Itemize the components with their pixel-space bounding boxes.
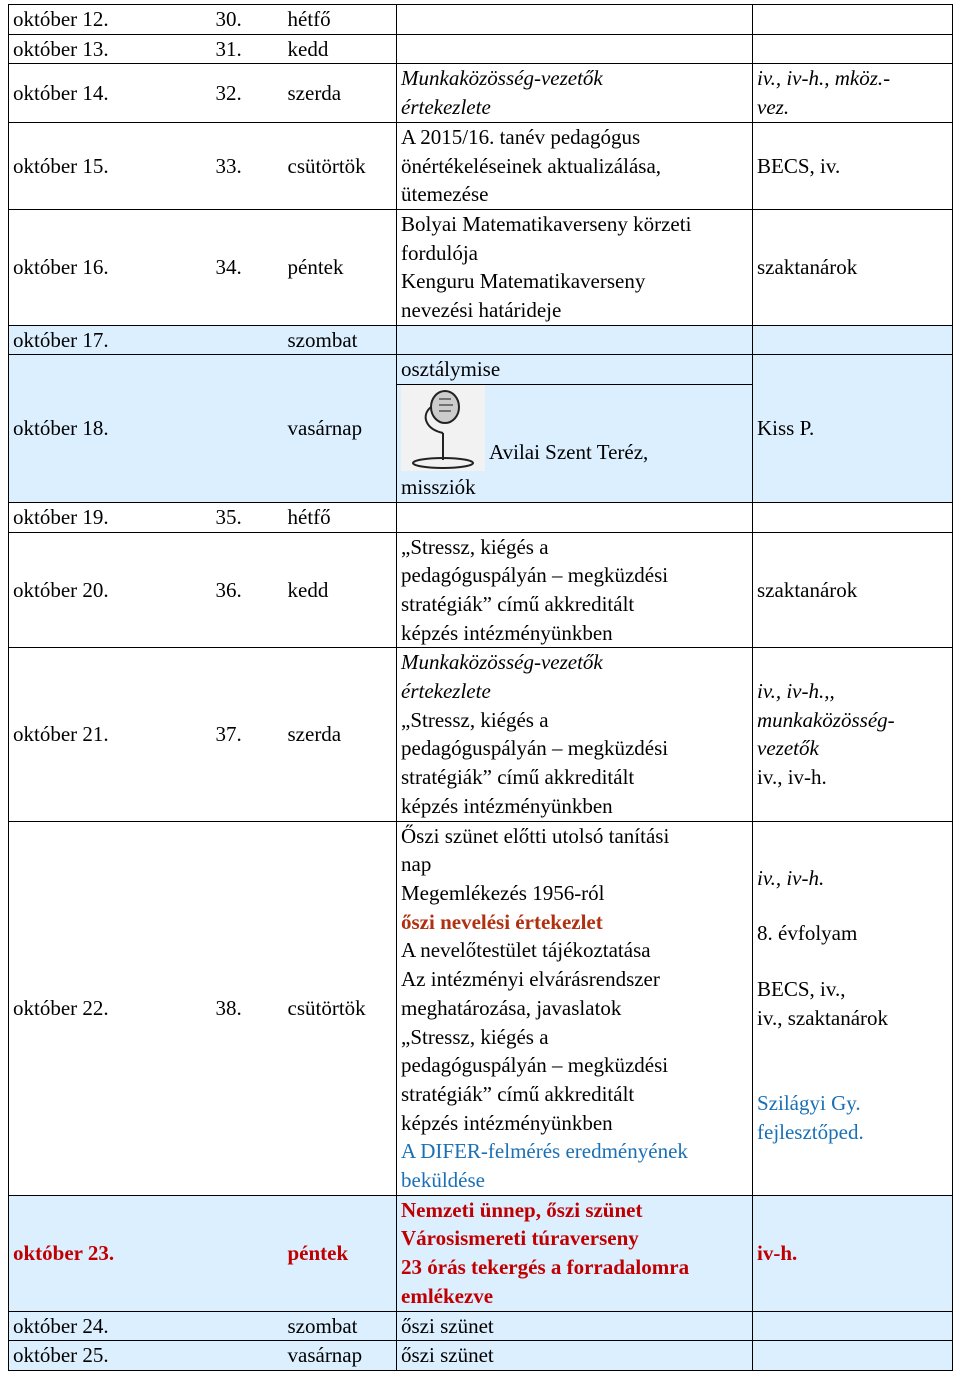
event-line: „Stressz, kiégés a: [401, 1024, 549, 1049]
weekday-cell: csütörtök: [284, 122, 397, 209]
saint-portrait-icon: [401, 385, 485, 471]
event-cell: [397, 821, 753, 1195]
week-number-cell: 32.: [212, 64, 284, 122]
weekday-cell: szombat: [284, 325, 397, 355]
weekday-cell: csütörtök: [284, 821, 397, 1195]
responsible-line: vez.: [757, 95, 790, 120]
event-cell: [397, 34, 753, 64]
week-number-cell: 37.: [212, 648, 284, 821]
responsible-line: iv., iv-h.: [757, 865, 825, 890]
date-cell: október 15.: [9, 122, 212, 209]
event-line: stratégiák” című akkreditált: [401, 765, 635, 790]
week-number-cell: 35.: [212, 502, 284, 532]
event-line: stratégiák” című akkreditált: [401, 591, 635, 616]
event-cell: [397, 209, 753, 325]
table-row: [9, 648, 953, 821]
event-line: „Stressz, kiégés a: [401, 534, 549, 559]
event-line: emlékezve: [401, 1283, 494, 1308]
responsible-cell: [753, 5, 953, 35]
saint-portrait-svg: [401, 385, 485, 471]
week-number-cell: [212, 1341, 284, 1371]
responsible-line: fejlesztőped.: [757, 1120, 864, 1145]
picture-caption-text: Avilai Szent Teréz,: [489, 440, 649, 465]
week-number-cell: [212, 1195, 284, 1311]
responsible-cell: [753, 209, 953, 325]
responsible-cell: [753, 355, 953, 502]
weekday-cell: hétfő: [284, 502, 397, 532]
weekday-cell: szerda: [284, 64, 397, 122]
event-line: Kenguru Matematikaverseny: [401, 269, 646, 294]
weekday-cell: szombat: [284, 1311, 397, 1341]
responsible-cell: [753, 1341, 953, 1371]
date-cell: október 23.: [9, 1195, 212, 1311]
table-row: [9, 325, 953, 355]
table-row: [9, 532, 953, 648]
weekday-cell: hétfő: [284, 5, 397, 35]
event-line: Munkaközösség-vezetők: [401, 650, 603, 675]
responsible-cell: [753, 821, 953, 1195]
event-line: Munkaközösség-vezetők: [401, 66, 603, 91]
event-line: „Stressz, kiégés a: [401, 707, 549, 732]
schedule-table: [8, 4, 953, 1371]
date-cell: október 16.: [9, 209, 212, 325]
responsible-line: Kiss P.: [757, 416, 815, 441]
event-line: Nemzeti ünnep, őszi szünet: [401, 1197, 643, 1222]
week-number-cell: 34.: [212, 209, 284, 325]
event-cell: [397, 532, 753, 648]
week-number-cell: [212, 1311, 284, 1341]
weekday-cell: vasárnap: [284, 1341, 397, 1371]
event-cell: [397, 5, 753, 35]
event-line: képzés intézményünkben: [401, 620, 613, 645]
responsible-line: iv., szaktanárok: [757, 1005, 889, 1030]
week-number-cell: 38.: [212, 821, 284, 1195]
responsible-cell: [753, 34, 953, 64]
responsible-line: munkaközösség-: [757, 707, 895, 732]
date-cell: október 22.: [9, 821, 212, 1195]
responsible-cell: [753, 1195, 953, 1311]
responsible-line: iv., iv-h.,,: [757, 679, 835, 704]
table-row: [9, 5, 953, 35]
responsible-line: iv., iv-h.: [757, 765, 827, 790]
event-line: missziók: [401, 475, 476, 500]
event-cell: [397, 1195, 753, 1311]
responsible-cell: [753, 1311, 953, 1341]
event-line: értekezlete: [401, 95, 491, 120]
event-line: őszi szünet: [401, 1313, 494, 1338]
date-cell: október 24.: [9, 1311, 212, 1341]
event-line: Megemlékezés 1956-ról: [401, 880, 605, 905]
responsible-line: vezetők: [757, 736, 819, 761]
week-number-cell: [212, 325, 284, 355]
event-line: nap: [401, 852, 432, 877]
event-line: stratégiák” című akkreditált: [401, 1081, 635, 1106]
table-row: [9, 122, 953, 209]
responsible-cell: [753, 64, 953, 122]
responsible-cell: [753, 532, 953, 648]
weekday-cell: kedd: [284, 34, 397, 64]
responsible-cell: [753, 648, 953, 821]
event-line: képzés intézményünkben: [401, 793, 613, 818]
event-line: önértékeléseinek aktualizálása,: [401, 153, 662, 178]
table-row: [9, 502, 953, 532]
responsible-cell: [753, 122, 953, 209]
week-number-cell: 31.: [212, 34, 284, 64]
event-line: 23 órás tekergés a forradalomra: [401, 1255, 690, 1280]
event-cell: [397, 1341, 753, 1371]
date-cell: október 14.: [9, 64, 212, 122]
responsible-line: iv-h.: [757, 1240, 798, 1265]
table-row: [9, 1195, 953, 1311]
week-number-cell: [212, 355, 284, 502]
date-cell: október 25.: [9, 1341, 212, 1371]
date-cell: október 21.: [9, 648, 212, 821]
event-line: őszi nevelési értekezlet: [401, 909, 603, 934]
responsible-line: BECS, iv.,: [757, 976, 846, 1001]
event-line: A nevelőtestület tájékoztatása: [401, 938, 651, 963]
event-line: képzés intézményünkben: [401, 1110, 613, 1135]
responsible-line: iv., iv-h., mköz.-: [757, 66, 891, 91]
responsible-line: szaktanárok: [757, 254, 858, 279]
event-line: A 2015/16. tanév pedagógus: [401, 124, 641, 149]
responsible-cell: [753, 502, 953, 532]
event-line: A DIFER-felmérés eredményének: [401, 1139, 688, 1164]
weekday-cell: kedd: [284, 532, 397, 648]
table-row: [9, 64, 953, 122]
responsible-line: szaktanárok: [757, 577, 858, 602]
event-line: pedagóguspályán – megküzdési: [401, 1053, 669, 1078]
date-cell: október 19.: [9, 502, 212, 532]
picture-block: [401, 385, 752, 473]
table-row: [9, 209, 953, 325]
date-cell: október 12.: [9, 5, 212, 35]
table-row: [9, 821, 953, 1195]
weekday-cell: vasárnap: [284, 355, 397, 502]
event-line: osztálymise: [397, 355, 756, 385]
week-number-cell: 36.: [212, 532, 284, 648]
date-cell: október 17.: [9, 325, 212, 355]
table-row: [9, 1311, 953, 1341]
week-number-cell: 33.: [212, 122, 284, 209]
event-cell: [397, 648, 753, 821]
event-line: pedagóguspályán – megküzdési: [401, 736, 669, 761]
event-line: őszi szünet: [401, 1343, 494, 1368]
event-line: nevezési határideje: [401, 298, 562, 323]
date-cell: október 20.: [9, 532, 212, 648]
event-line: Városismereti túraverseny: [401, 1226, 639, 1251]
weekday-cell: péntek: [284, 209, 397, 325]
responsible-cell: [753, 325, 953, 355]
week-number-cell: 30.: [212, 5, 284, 35]
event-line: Bolyai Matematikaverseny körzeti: [401, 211, 692, 236]
date-cell: október 18.: [9, 355, 212, 502]
event-line: fordulója: [401, 240, 478, 265]
table-row: [9, 355, 953, 502]
event-cell: [397, 64, 753, 122]
event-cell: [397, 1311, 753, 1341]
event-line: Az intézményi elvárásrendszer: [401, 967, 660, 992]
event-cell: [397, 122, 753, 209]
responsible-line: BECS, iv.: [757, 153, 841, 178]
weekday-cell: péntek: [284, 1195, 397, 1311]
event-line: értekezlete: [401, 679, 491, 704]
event-line: ütemezése: [401, 182, 489, 207]
event-cell: [397, 325, 753, 355]
responsible-line: Szilágyi Gy.: [757, 1091, 861, 1116]
event-line: Őszi szünet előtti utolsó tanítási: [401, 823, 670, 848]
event-line: pedagóguspályán – megküzdési: [401, 563, 669, 588]
table-row: [9, 1341, 953, 1371]
event-line: beküldése: [401, 1168, 485, 1193]
event-cell: [397, 502, 753, 532]
responsible-line: 8. évfolyam: [757, 921, 858, 946]
date-cell: október 13.: [9, 34, 212, 64]
event-cell: [397, 355, 753, 502]
weekday-cell: szerda: [284, 648, 397, 821]
table-row: [9, 34, 953, 64]
event-line: meghatározása, javaslatok: [401, 995, 622, 1020]
